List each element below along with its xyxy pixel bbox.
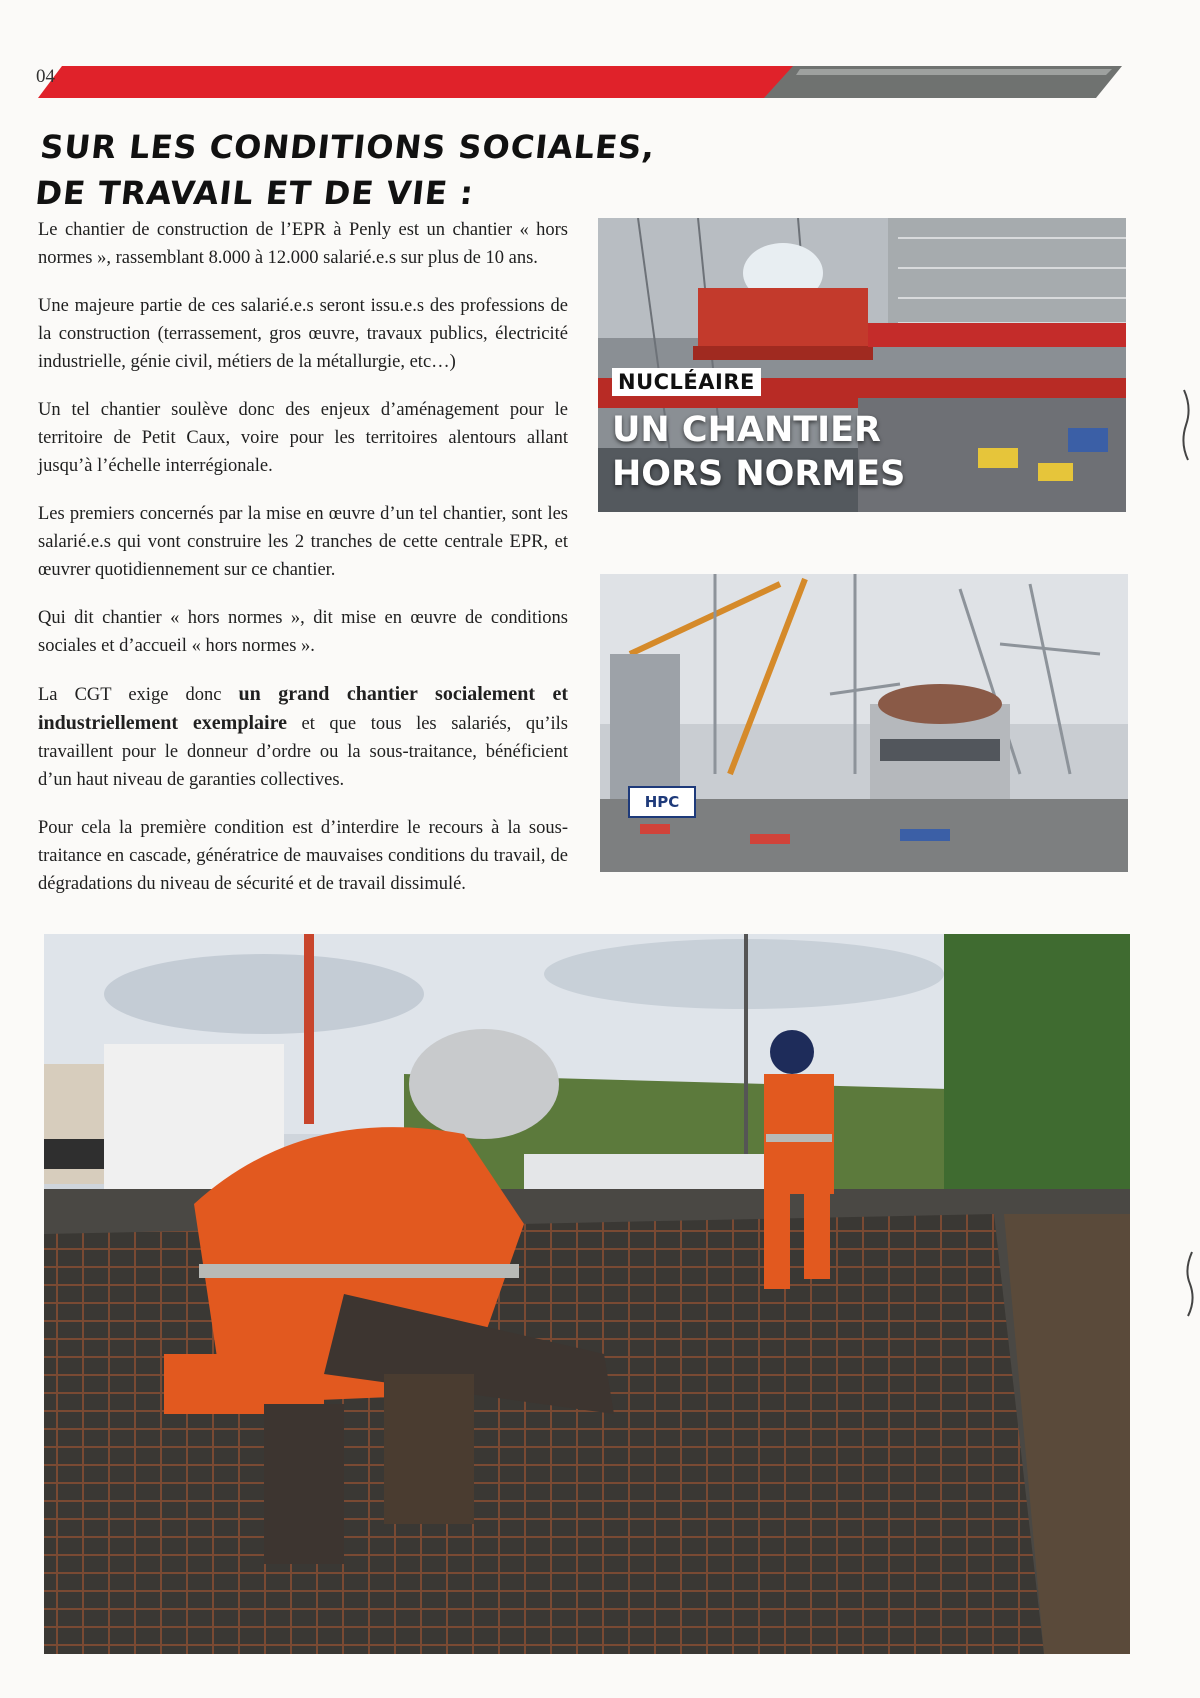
margin-bracket-bottom	[1184, 1250, 1198, 1318]
reactor-interior-photo	[598, 218, 1126, 512]
construction-site-photo	[600, 574, 1128, 872]
paragraph-1: Le chantier de construction de l’EPR à Penly est un chantier « hors normes », rassemblant 8.000 à 12.000 salarié.e.s sur plus de 10 ans.	[38, 220, 568, 268]
rebar-workers-photo	[44, 934, 1130, 1654]
page-title	[33, 124, 658, 216]
margin-bracket-top	[1180, 388, 1194, 462]
hpc-sign: HPC	[628, 786, 696, 818]
red-stripe	[38, 66, 808, 98]
paragraph-2: Une majeure partie de ces salarié.e.s seront issu.e.s des professions de la construction (terrassement, gros œuvre, travaux publics, électricité industrielle, génie civil, métiers de la métallurgie, etc…)	[38, 296, 568, 372]
header-band	[0, 0, 1200, 110]
demand-highlight: un grand chantier socialement et industriellement exemplaire	[38, 683, 568, 734]
paragraph-4: Les premiers concernés par la mise en œuvre d’un tel chantier, sont les salarié.e.s qui vont construire les 2 tranches de cette centrale EPR, et œuvrer quotidiennement sur ce chantier.	[38, 504, 568, 580]
title-line-1: SUR LES CONDITIONS SOCIALES,	[38, 128, 658, 166]
category-tag: NUCLÉAIRE	[612, 368, 761, 396]
page-number: 04	[36, 66, 55, 87]
paragraph-7: Pour cela la première condition est d’interdire le recours à la sous-traitance en cascade, génératrice de mauvaises conditions du travail, de dégradations du niveau de sécurité et de travail dissimulé.	[38, 818, 568, 894]
paragraph-3: Un tel chantier soulève donc des enjeux d’aménagement pour le territoire de Petit Caux, voire pour les territoires alentours allant jusqu’à l’échelle interrégionale.	[38, 400, 568, 476]
photo-headline: UN CHANTIER HORS NORMES	[612, 410, 906, 494]
body-text	[38, 216, 568, 918]
paragraph-6: La CGT exige donc un grand chantier socialement et industriellement exemplaire et que tous les salariés, qu’ils travaillent pour le donneur d’ordre ou la sous-traitance, bénéficient d’un haut niveau de garanties collectives.	[38, 683, 568, 790]
title-line-2: DE TRAVAIL ET DE VIE :	[33, 174, 476, 212]
paragraph-5: Qui dit chantier « hors normes », dit mise en œuvre de conditions sociales et d’accueil « hors normes ».	[38, 608, 568, 656]
